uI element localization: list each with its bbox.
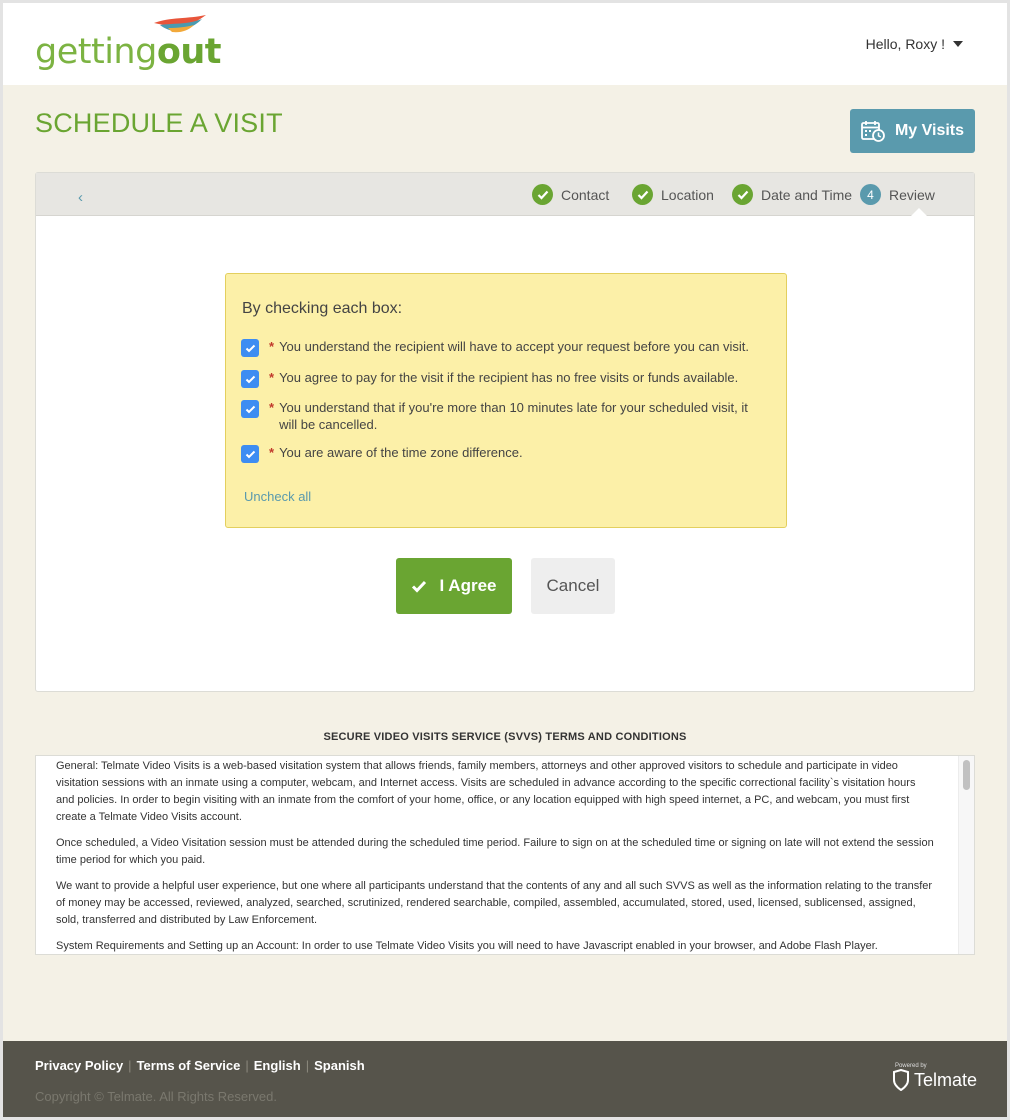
required-marker: *: [269, 400, 275, 415]
user-greeting: Hello, Roxy !: [865, 36, 945, 52]
my-visits-label: My Visits: [894, 122, 965, 139]
terms-paragraph: System Requirements and Setting up an Account: In order to use Telmate Video Visits you will need to have Javascript enabled in your browser, and Adobe Flash Player.: [56, 940, 878, 952]
cancel-button[interactable]: Cancel: [531, 558, 615, 614]
consent-item: [241, 399, 769, 433]
consent-item-text: You are aware of the time zone difference.: [279, 445, 523, 460]
telmate-brand: Telmate: [913, 1069, 977, 1090]
powered-by-label: Powered by: [894, 1063, 927, 1069]
i-agree-label: I Agree: [439, 576, 497, 595]
check-icon: [245, 375, 256, 384]
consent-item: [241, 444, 769, 463]
footer-links: [35, 1058, 365, 1073]
uncheck-all-link[interactable]: Uncheck all: [244, 489, 312, 504]
checkbox[interactable]: [241, 339, 259, 357]
gettingout-logo[interactable]: [35, 17, 225, 73]
english-language-link[interactable]: English: [253, 1058, 301, 1073]
terms-scroll-box[interactable]: [35, 755, 975, 955]
scrollbar-thumb[interactable]: [963, 760, 970, 790]
step-review: [860, 184, 935, 205]
check-circle-icon: [632, 184, 653, 205]
required-marker: *: [269, 370, 275, 385]
terms-scrollbar[interactable]: [958, 756, 974, 954]
step-label: Date and Time: [761, 186, 853, 203]
spanish-language-link[interactable]: Spanish: [314, 1058, 365, 1073]
check-circle-icon: [532, 184, 553, 205]
footer-separator: |: [245, 1058, 249, 1073]
back-link[interactable]: ‹: [78, 189, 83, 206]
check-icon: [245, 450, 256, 459]
consent-item-text: You understand the recipient will have to accept your request before you can visit.: [279, 339, 750, 354]
terms-title: SECURE VIDEO VISITS SERVICE (SVVS) TERMS AND CONDITIONS: [323, 731, 687, 743]
step-contact[interactable]: [532, 184, 609, 205]
copyright-text: Copyright © Telmate. All Rights Reserved.: [35, 1089, 277, 1104]
telmate-logo: [892, 1069, 977, 1091]
consent-item: [241, 369, 769, 388]
step-label: Contact: [561, 186, 610, 203]
consent-item: [241, 338, 769, 357]
terms-content: [56, 758, 936, 955]
page-title: SCHEDULE A VISIT: [35, 108, 283, 138]
checkbox[interactable]: [241, 400, 259, 418]
footer-separator: |: [305, 1058, 310, 1073]
step-location[interactable]: [632, 184, 714, 205]
check-icon: [411, 580, 427, 593]
wizard-steps-bar: [36, 173, 974, 216]
privacy-policy-link[interactable]: Privacy Policy: [35, 1058, 124, 1073]
step-date-and-time[interactable]: [732, 184, 852, 205]
checkbox[interactable]: [241, 445, 259, 463]
check-icon: [245, 344, 256, 353]
terms-paragraph: General: Telmate Video Visits is a web-based visitation system that allows friends, family members, attorneys and other approved visitors to schedule and participate in video visitation sessions with an inmate using a computer, webcam, and Internet access. Visits are scheduled in advance according to the specific correctional facility`s visitation hours and policies. In order to begin visiting with an inmate from the comfort of your home, office, or any location equipped with high speed internet, a PC, and webcam, you must first create a Telmate Video Visits account.: [56, 760, 916, 823]
logo-text-light: getting: [35, 32, 157, 72]
checkbox[interactable]: [241, 370, 259, 388]
current-step-pointer: [910, 208, 928, 217]
consent-item-text: You understand that if you're more than 10 minutes late for your scheduled visit, it will be cancelled.: [279, 400, 748, 432]
terms-paragraph: We want to provide a helpful user experience, but one where all participants understand that the contents of any and all such SVVS as well as the information relating to the transfer of money may be accessed, reviewed, analyzed, searched, scrutinized, rendered searchable, compiled, assembled, accumulated, stored, used, licensed, sublicensed, assigned, sold, transferred and distributed by Law Enforcement.: [56, 880, 933, 926]
site-footer: [3, 1041, 1007, 1120]
step-label: Review: [889, 186, 935, 203]
check-circle-icon: [732, 184, 753, 205]
footer-separator: |: [128, 1058, 132, 1073]
terms-of-service-link[interactable]: Terms of Service: [136, 1058, 241, 1073]
powered-by-telmate: [892, 1063, 977, 1091]
consent-box: [225, 273, 787, 528]
required-marker: *: [269, 339, 275, 354]
site-header: [3, 3, 1007, 85]
required-marker: *: [269, 445, 275, 460]
consent-item-text: You agree to pay for the visit if the recipient has no free visits or funds available.: [279, 370, 739, 385]
step-number-badge: 4: [860, 184, 881, 205]
i-agree-button[interactable]: [396, 558, 512, 614]
my-visits-button[interactable]: [850, 109, 975, 153]
calendar-clock-icon: [861, 120, 885, 142]
logo-text-bold: out: [156, 32, 222, 72]
shield-icon: [892, 1069, 910, 1091]
logo-text: [35, 32, 221, 72]
schedule-wizard-card: [35, 172, 975, 692]
terms-paragraph: Once scheduled, a Video Visitation session must be attended during the scheduled time period. Failure to sign on at the scheduled time or signing on late will not extend the session time period for which you paid.: [56, 837, 934, 866]
user-menu[interactable]: [866, 36, 963, 52]
chevron-down-icon: [953, 41, 963, 47]
check-icon: [245, 405, 256, 414]
step-label: Location: [661, 186, 714, 203]
consent-heading: By checking each box:: [242, 300, 403, 317]
